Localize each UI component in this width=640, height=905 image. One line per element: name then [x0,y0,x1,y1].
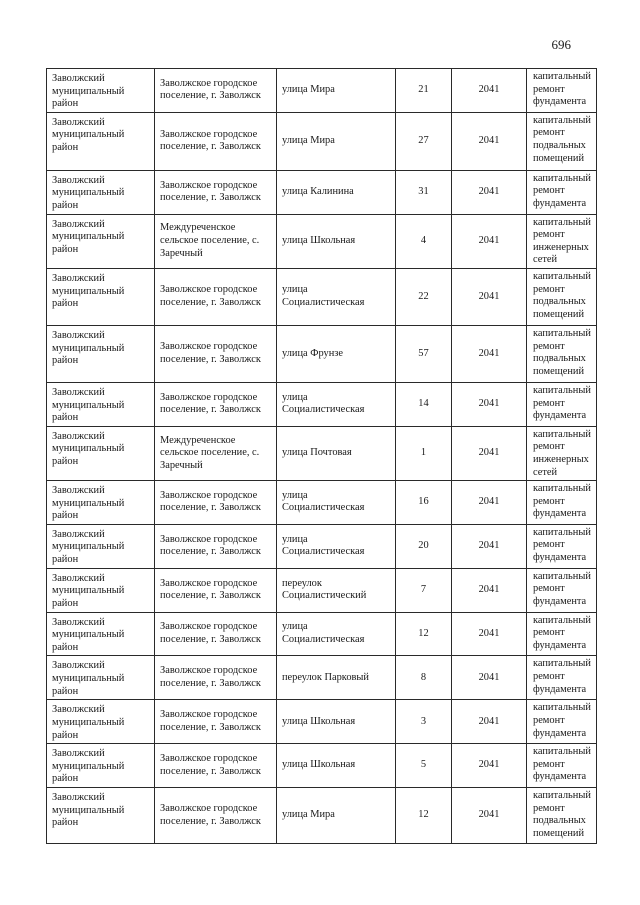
repair-year-cell: 2041 [452,112,527,170]
house-number-cell: 1 [396,426,452,480]
repair-year-cell: 2041 [452,612,527,656]
work-type-cell: капитальный ремонт фундамента [527,524,597,568]
work-type-cell: капитальный ремонт фундамента [527,612,597,656]
house-number-cell: 31 [396,170,452,214]
street-cell: улица Мира [277,112,396,170]
district-cell: Заволжский муниципальный район [47,612,155,656]
street-cell: переулок Социалистический [277,568,396,612]
table-body [47,69,597,844]
table-row [47,214,597,268]
work-type-cell: капитальный ремонт фундамента [527,568,597,612]
table-row [47,788,597,844]
work-type-cell: капитальный ремонт фундамента [527,382,597,426]
street-cell: улица Социалистическая [277,481,396,525]
work-type-cell: капитальный ремонт подвальных помещений [527,325,597,382]
work-type-cell: капитальный ремонт фундамента [527,656,597,700]
work-type-cell: капитальный ремонт подвальных помещений [527,788,597,844]
house-number-cell: 12 [396,788,452,844]
house-number-cell: 7 [396,568,452,612]
street-cell: улица Социалистическая [277,524,396,568]
settlement-cell: Заволжское городское поселение, г. Заволжск [155,481,277,525]
repair-year-cell: 2041 [452,170,527,214]
district-cell: Заволжский муниципальный район [47,112,155,170]
work-type-cell: капитальный ремонт инженерных сетей [527,214,597,268]
district-cell: Заволжский муниципальный район [47,524,155,568]
settlement-cell: Заволжское городское поселение, г. Заволжск [155,382,277,426]
repair-year-cell: 2041 [452,268,527,325]
table-row [47,612,597,656]
street-cell: улица Социалистическая [277,612,396,656]
settlement-cell: Заволжское городское поселение, г. Заволжск [155,170,277,214]
house-number-cell: 3 [396,700,452,744]
district-cell: Заволжский муниципальный район [47,481,155,525]
house-number-cell: 22 [396,268,452,325]
district-cell: Заволжский муниципальный район [47,426,155,480]
settlement-cell: Заволжское городское поселение, г. Заволжск [155,744,277,788]
house-number-cell: 5 [396,744,452,788]
district-cell: Заволжский муниципальный район [47,382,155,426]
district-cell: Заволжский муниципальный район [47,325,155,382]
street-cell: улица Школьная [277,744,396,788]
repair-year-cell: 2041 [452,69,527,113]
work-type-cell: капитальный ремонт подвальных помещений [527,112,597,170]
district-cell: Заволжский муниципальный район [47,568,155,612]
street-cell: улица Мира [277,69,396,113]
settlement-cell: Заволжское городское поселение, г. Заволжск [155,612,277,656]
house-number-cell: 57 [396,325,452,382]
housing-repair-table [46,68,597,844]
repair-year-cell: 2041 [452,524,527,568]
house-number-cell: 14 [396,382,452,426]
work-type-cell: капитальный ремонт фундамента [527,481,597,525]
repair-year-cell: 2041 [452,568,527,612]
street-cell: улица Мира [277,788,396,844]
work-type-cell: капитальный ремонт фундамента [527,69,597,113]
settlement-cell: Заволжское городское поселение, г. Заволжск [155,700,277,744]
street-cell: улица Школьная [277,214,396,268]
settlement-cell: Заволжское городское поселение, г. Заволжск [155,112,277,170]
house-number-cell: 4 [396,214,452,268]
settlement-cell: Междуреченское сельское поселение, с. Заречный [155,214,277,268]
work-type-cell: капитальный ремонт подвальных помещений [527,268,597,325]
work-type-cell: капитальный ремонт фундамента [527,744,597,788]
repair-year-cell: 2041 [452,426,527,480]
table-row [47,268,597,325]
house-number-cell: 16 [396,481,452,525]
repair-year-cell: 2041 [452,744,527,788]
table-row [47,481,597,525]
district-cell: Заволжский муниципальный район [47,268,155,325]
house-number-cell: 8 [396,656,452,700]
work-type-cell: капитальный ремонт фундамента [527,170,597,214]
street-cell: улица Фрунзе [277,325,396,382]
house-number-cell: 20 [396,524,452,568]
district-cell: Заволжский муниципальный район [47,170,155,214]
house-number-cell: 27 [396,112,452,170]
settlement-cell: Заволжское городское поселение, г. Заволжск [155,325,277,382]
settlement-cell: Заволжское городское поселение, г. Заволжск [155,656,277,700]
table-row [47,325,597,382]
repair-year-cell: 2041 [452,325,527,382]
district-cell: Заволжский муниципальный район [47,788,155,844]
repair-year-cell: 2041 [452,700,527,744]
page-number: 696 [551,37,571,52]
settlement-cell: Междуреченское сельское поселение, с. Заречный [155,426,277,480]
settlement-cell: Заволжское городское поселение, г. Заволжск [155,788,277,844]
street-cell: улица Социалистическая [277,382,396,426]
house-number-cell: 21 [396,69,452,113]
street-cell: переулок Парковый [277,656,396,700]
repair-year-cell: 2041 [452,656,527,700]
table-row [47,700,597,744]
district-cell: Заволжский муниципальный район [47,700,155,744]
settlement-cell: Заволжское городское поселение, г. Заволжск [155,268,277,325]
street-cell: улица Почтовая [277,426,396,480]
settlement-cell: Заволжское городское поселение, г. Заволжск [155,524,277,568]
street-cell: улица Социалистическая [277,268,396,325]
district-cell: Заволжский муниципальный район [47,656,155,700]
repair-year-cell: 2041 [452,788,527,844]
table-row [47,112,597,170]
street-cell: улица Школьная [277,700,396,744]
table-row [47,656,597,700]
repair-year-cell: 2041 [452,214,527,268]
table-row [47,170,597,214]
table-row [47,568,597,612]
work-type-cell: капитальный ремонт фундамента [527,700,597,744]
table-row [47,524,597,568]
table-row [47,69,597,113]
repair-year-cell: 2041 [452,481,527,525]
table-row [47,426,597,480]
table-row [47,382,597,426]
district-cell: Заволжский муниципальный район [47,69,155,113]
district-cell: Заволжский муниципальный район [47,744,155,788]
work-type-cell: капитальный ремонт инженерных сетей [527,426,597,480]
settlement-cell: Заволжское городское поселение, г. Заволжск [155,69,277,113]
table-row [47,744,597,788]
house-number-cell: 12 [396,612,452,656]
district-cell: Заволжский муниципальный район [47,214,155,268]
settlement-cell: Заволжское городское поселение, г. Заволжск [155,568,277,612]
repair-year-cell: 2041 [452,382,527,426]
street-cell: улица Калинина [277,170,396,214]
